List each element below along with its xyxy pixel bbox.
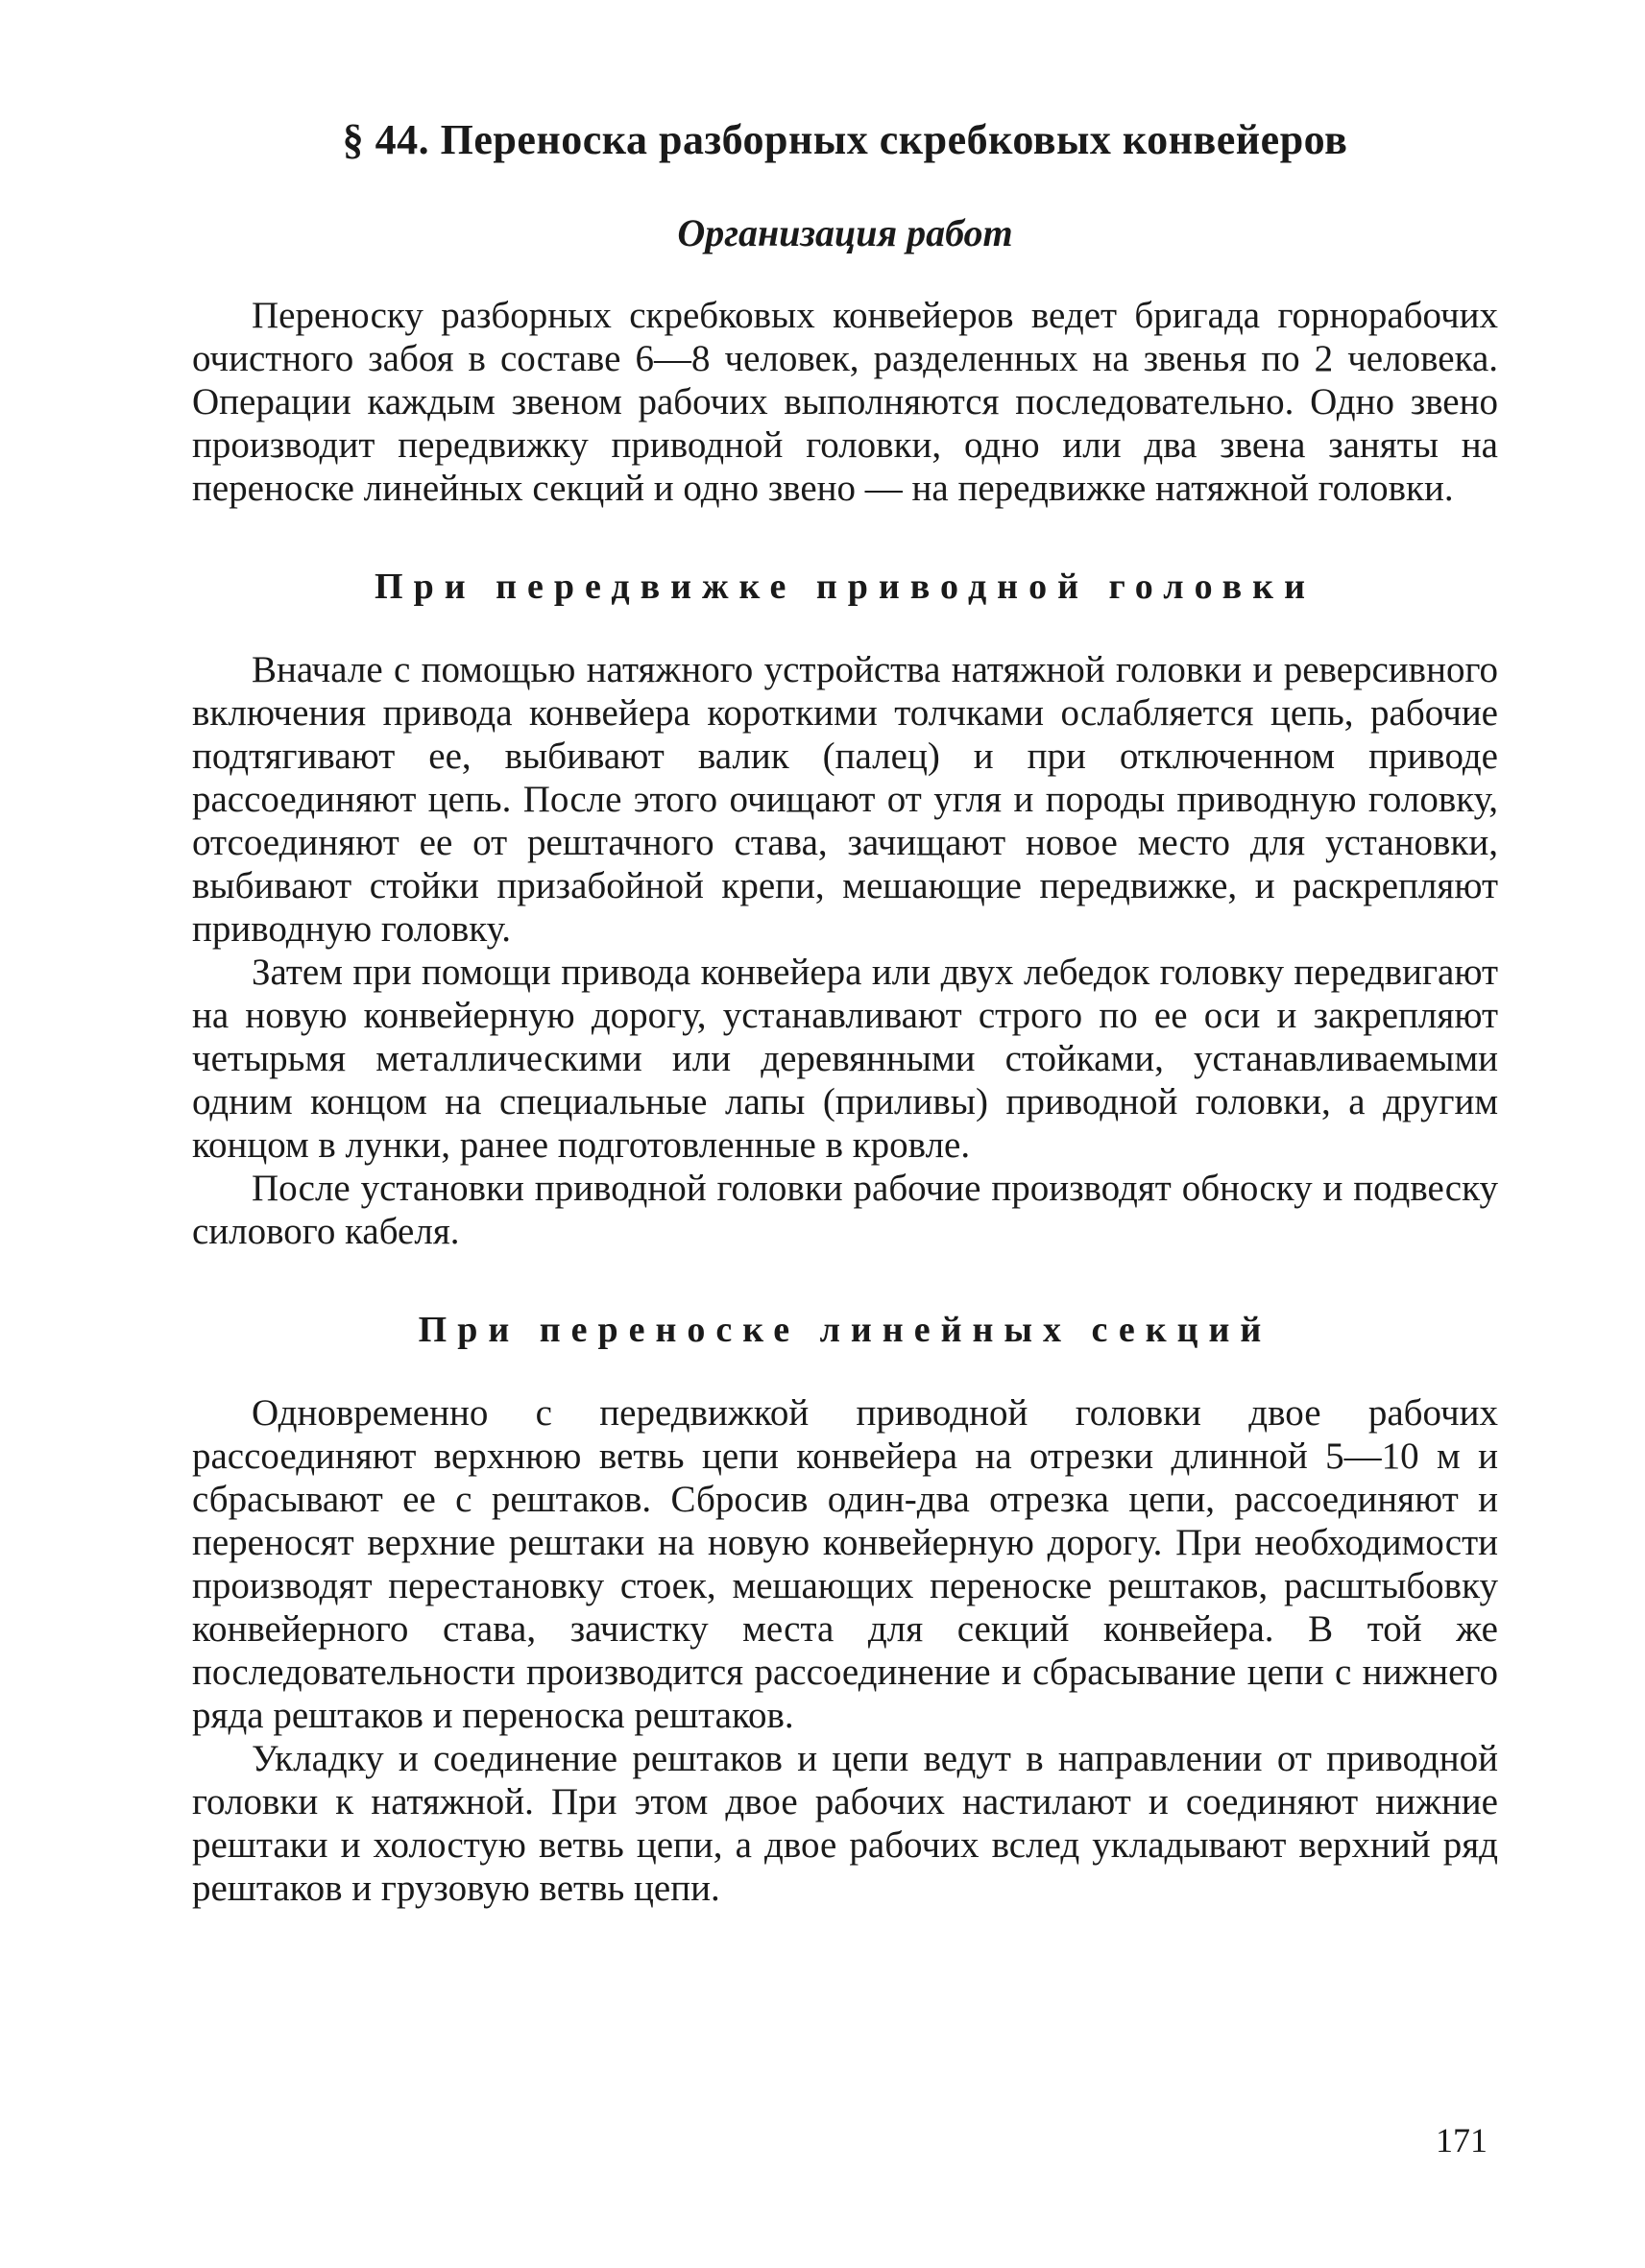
section-linear-sections xyxy=(192,1309,1498,1910)
subsection-title-organization: Организация работ xyxy=(677,211,1013,254)
subsection-title-drive-head: При передвижке приводной головки xyxy=(375,567,1316,607)
paragraph: После установки приводной головки рабочие производят обноску и подвеску силового кабеля. xyxy=(192,1168,1498,1252)
subsection-title-linear-sections: При переноске линейных секций xyxy=(418,1310,1272,1350)
paragraph: Вначале с помощью натяжного устройства натяжной головки и реверсивного включения привода конвейера короткими толчками ослабляется цепь, рабочие подтягивают ее, выбивают валик (палец) и при отключенном приводе рассоединяют цепь. После этого очищают от угля и породы приводную головку, отсоединяют ее от рештачного става, зачищают новое место для установки, выбивают стойки призабойной крепи, мешающие передвижке, и раскрепляют приводную головку. xyxy=(192,649,1498,950)
paragraph: Одновременно с передвижкой приводной головки двое рабочих рассоединяют верхнюю ветвь цепи конвейера на отрезки длинной 5—10 м и сбрасывают ее с рештаков. Сбросив один-два отрезка цепи, рассоединяют и переносят верхние рештаки на новую конвейерную дорогу. При необходимости производят перестановку стоек, мешающих переноске рештаков, расштыбовку конвейерного става, зачистку места для секций конвейера. В той же последовательности производится рассоединение и сбрасывание цепи с нижнего ряда рештаков и переноска рештаков. xyxy=(192,1392,1498,1736)
paragraph: Затем при помощи привода конвейера или двух лебедок головку передвигают на новую конвейерную дорогу, устанавливают строго по ее оси и закрепляют четырьмя металлическими или деревянными стойками, устанавливаемыми одним концом на специальные лапы (приливы) приводной головки, а другим концом в лунки, ранее подготовленные в кровле. xyxy=(192,952,1498,1166)
paragraph: Укладку и соединение рештаков и цепи ведут в направлении от приводной головки к натяжной. При этом двое рабочих настилают и соединяют нижние рештаки и холостую ветвь цепи, а двое рабочих вслед укладывают верхний ряд рештаков и грузовую ветвь цепи. xyxy=(192,1738,1498,1909)
paragraph: Переноску разборных скребковых конвейеров ведет бригада горнорабочих очистного забоя в составе 6—8 человек, разделенных на звенья по 2 человека. Операции каждым звеном рабочих выполняются последовательно. Одно звено производит передвижку приводной головки, одно или два звена заняты на переноске линейных секций и одно звено — на передвижке натяжной головки. xyxy=(192,295,1498,509)
section-title: § 44. Переноска разборных скребковых конвейеров xyxy=(342,116,1348,163)
section-organization xyxy=(192,210,1498,510)
section-drive-head xyxy=(192,566,1498,1253)
page-number: 171 xyxy=(1436,2121,1488,2159)
document-page xyxy=(192,115,1498,1910)
